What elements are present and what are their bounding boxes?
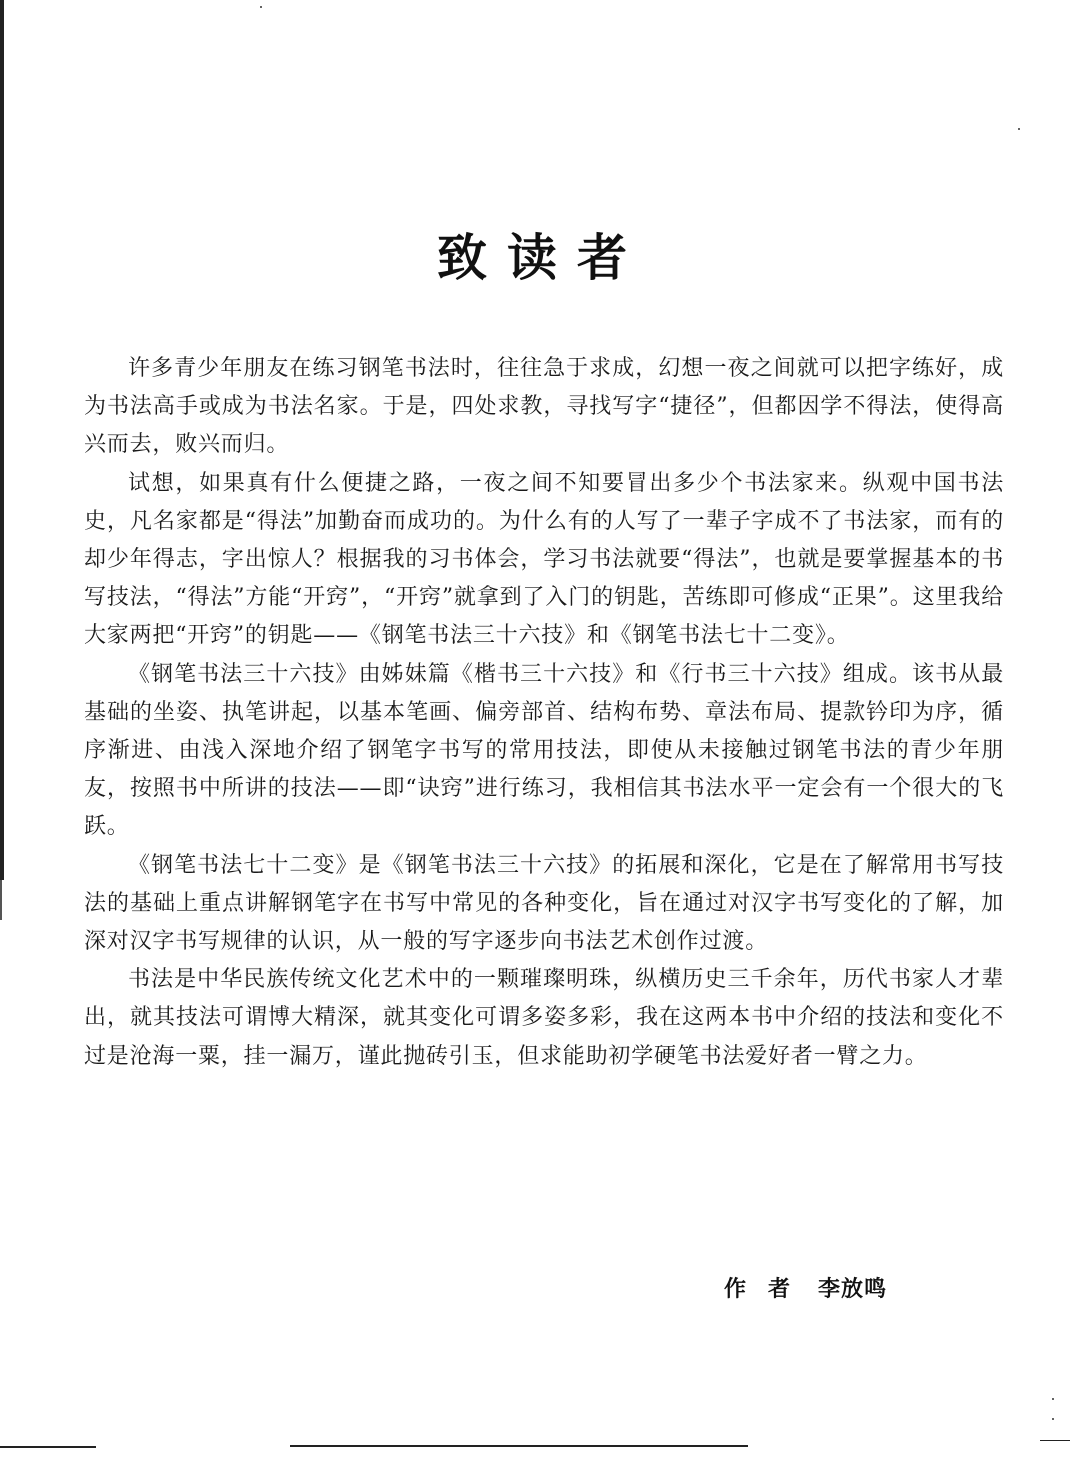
paragraph: 试想，如果真有什么便捷之路，一夜之间不知要冒出多少个书法家来。纵观中国书法史，凡名家都是“得法”加勤奋而成功的。为什么有的人写了一辈子字成不了书法家，而有的却少年得志，字出惊人？根据我的习书体会，学习书法就要“得法”，也就是要掌握基本的书写技法，“得法”方能“开窍”，“开窍”就拿到了入门的钥匙，苦练即可修成“正果”。这里我给大家两把“开窍”的钥匙——《钢笔书法三十六技》和《钢笔书法七十二变》。 bbox=[84, 470, 1004, 649]
scan-speck bbox=[260, 6, 262, 8]
scan-bottom-rule-left bbox=[0, 1446, 96, 1448]
paragraph: 《钢笔书法七十二变》是《钢笔书法三十六技》的拓展和深化，它是在了解常用书写技法的基础上重点讲解钢笔字在书写中常见的各种变化，旨在通过对汉字书写变化的了解，加深对汉字书写规律的认识，从一般的写字逐步向书法艺术创作过渡。 bbox=[84, 852, 1004, 955]
author-name: 李放鸣 bbox=[818, 1277, 888, 1302]
paragraph: 许多青少年朋友在练习钢笔书法时，往往急于求成，幻想一夜之间就可以把字练好，成为书法高手或成为书法名家。于是，四处求教，寻找写字“捷径”，但都因学不得法，使得高兴而去，败兴而归。 bbox=[84, 356, 1004, 458]
paragraph: 《钢笔书法三十六技》由姊妹篇《楷书三十六技》和《行书三十六技》组成。该书从最基础的坐姿、执笔讲起，以基本笔画、偏旁部首、结构布势、章法布局、提款钤印为序，循序渐进、由浅入深地介绍了钢笔字书写的常用技法，即使从未接触过钢笔书法的青少年朋友，按照书中所讲的技法——即“诀窍”进行练习，我相信其书法水平一定会有一个很大的飞跃。 bbox=[84, 661, 1004, 840]
scan-speck bbox=[1052, 1398, 1054, 1400]
letter-body bbox=[84, 350, 1004, 1076]
scan-edge-mark bbox=[0, 0, 4, 880]
scan-speck bbox=[1018, 128, 1020, 130]
page-title: 致读者 bbox=[437, 229, 647, 287]
author-signature bbox=[724, 1274, 887, 1306]
scan-speck bbox=[1052, 1418, 1054, 1420]
scan-bottom-rule-right bbox=[1040, 1440, 1070, 1441]
signature-label: 作者 bbox=[724, 1277, 813, 1302]
scan-edge-mark-lower bbox=[0, 880, 2, 920]
scan-bottom-rule-center bbox=[290, 1445, 748, 1447]
paragraph: 书法是中华民族传统文化艺术中的一颗璀璨明珠，纵横历史三千余年，历代书家人才辈出，就其技法可谓博大精深，就其变化可谓多姿多彩，我在这两本书中介绍的技法和变化不过是沧海一粟，挂一漏万，谨此抛砖引玉，但求能助初学硬笔书法爱好者一臂之力。 bbox=[84, 967, 1004, 1069]
